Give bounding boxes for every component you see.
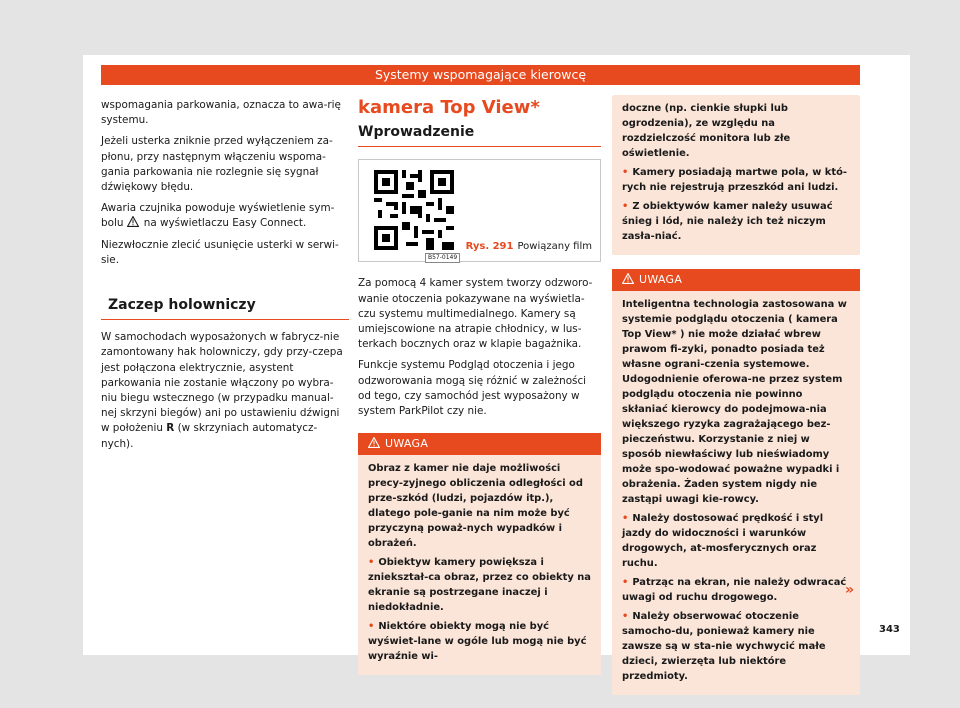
bullet-text: Kamery posiadają martwe pola, w któ-rych nie rejestrują przeszkód ani ludzi. [622, 167, 847, 193]
figure [358, 159, 601, 262]
warning-label: UWAGA [639, 273, 683, 286]
gear-position: R [166, 422, 175, 435]
bullet-icon: • [622, 513, 629, 524]
warning-bullet [622, 199, 850, 244]
paragraph-text: na wyświetlaczu Easy Connect. [143, 217, 307, 230]
column-right [612, 95, 860, 695]
figure-caption-text: Powiązany film [517, 241, 592, 253]
bullet-text: Z obiektywów kamer należy usuwać śnieg i lód, nie należy ich też niczym zasła-niać. [622, 201, 833, 242]
warning-box-continued [612, 95, 860, 255]
paragraph: Jeżeli usterka zniknie przed wyłączeniem za-płonu, przy następnym włączeniu wspoma-gania parkowania nie rozlegnie się sygnał dźwiękowy błędu. [101, 135, 333, 194]
section-title: Zaczep holowniczy [101, 296, 349, 320]
bullet-icon: • [622, 577, 629, 588]
page-number: 343 [879, 624, 900, 635]
warning-bullet [622, 511, 850, 571]
warning-bullet [622, 575, 850, 605]
column-middle [358, 98, 601, 675]
warning-intro: Obraz z kamer nie daje możliwości precy-zyjnego obliczenia odległości od prze-szkód (ludzi, pojazdów itp.), dlatego pole-ganie na nim może być przyczyną poważ-nych wypadków i obrażeń. [368, 463, 583, 550]
bullet-text: Obiektyw kamery powiększa i zniekształ-ca obraz, przez co obiekty na ekranie są postrzegane inaczej i niedokładnie. [368, 557, 591, 614]
warning-label: UWAGA [385, 437, 429, 451]
bullet-icon: • [368, 621, 375, 633]
warning-bullet [368, 555, 591, 615]
paragraph: wspomagania parkowania, oznacza to awa-rię systemu. [101, 99, 341, 127]
bullet-text: Należy dostosować prędkość i styl jazdy do widoczności i warunków drogowych, at-mosferycznych oraz ruchu. [622, 513, 824, 569]
column-left [101, 98, 349, 458]
bullet-icon: • [622, 611, 629, 622]
paragraph-with-symbol [101, 201, 349, 231]
warning-box [612, 269, 860, 695]
figure-caption [466, 239, 592, 254]
bullet-icon: • [622, 201, 629, 212]
warning-header [612, 269, 860, 291]
paragraph-text: (w skrzyniach automatycz-nych). [101, 422, 318, 450]
warning-bullet [622, 165, 850, 195]
paragraph: Funkcje systemu Podgląd otoczenia i jego odzworowania mogą się różnić w zależności od tego, czy samochód jest wyposażony w system ParkPilot czy nie. [358, 359, 587, 418]
bullet-text: Patrząc na ekran, nie należy odwracać uwagi od ruchu drogowego. [622, 577, 847, 603]
warning-body [612, 291, 860, 695]
warning-triangle-icon [368, 437, 380, 448]
warning-body [358, 455, 601, 675]
warning-header [358, 433, 601, 455]
paragraph [101, 330, 349, 452]
figure-number: Rys. 291 [465, 241, 514, 253]
subsection-title: Wprowadzenie [358, 125, 601, 147]
continue-arrow: » [845, 582, 855, 598]
bullet-text: Niektóre obiekty mogą nie być wyświet-lane w ogóle lub mogą nie być wyraźnie wi- [368, 621, 587, 663]
bullet-text: Należy obserwować otoczenie samocho-du, ponieważ kamery nie zawsze są w sta-nie wychwycić małe dzieci, zwierzęta lub niektóre przedmioty. [622, 611, 826, 682]
qr-code-icon[interactable] [370, 166, 458, 254]
figure-code: B57-0149 [425, 253, 460, 263]
warning-bullet [368, 619, 591, 664]
chapter-title: kamera Top View* [358, 97, 540, 118]
warning-intro: Inteligentna technologia zastosowana w systemie podglądu otoczenia ( kamera Top View* ) nie może działać wbrew prawom fi-zyki, ponadto posiada też własne ograni-czenia systemowe. Udogodnienie oferowa-ne przez system podglądu otoczenia nie powinno skłaniać kierowcy do podejmowa-nia większego ryzyka zagrażającego bez-pieczeństwu. Korzystanie z niej w sposób niewłaściwy lub nieświadomy może spo-wodować poważne wypadki i obrażenia. Żaden system nigdy nie zastąpi uwagi kie-rowcy. [622, 299, 847, 505]
warning-triangle-icon [127, 216, 139, 227]
running-header: Systemy wspomagające kierowcę [101, 65, 860, 85]
warning-box [358, 433, 601, 675]
paragraph: Za pomocą 4 kamer system tworzy odzworo-wanie otoczenia pokazywane na wyświetla-czu systemu multimedialnego. Kamery są umiejscowione na atrapie chłodnicy, w lus-terkach bocznych oraz w klapie bagażnika. [358, 277, 593, 351]
bullet-icon: • [622, 167, 629, 178]
warning-bullet [622, 609, 850, 684]
bullet-icon: • [368, 557, 375, 569]
paragraph: Niezwłocznie zlecić usunięcie usterki w serwi-sie. [101, 238, 339, 266]
paragraph-text: W samochodach wyposażonych w fabrycz-nie zamontowany hak holowniczy, gdy przy-czepa jest połączona elektrycznie, asystent parkowania nie zostanie włączony po wybra-niu biegu wstecznego (w przypadku manual-nej skrzyni biegów) ani po ustawieniu dźwigni w położeniu [101, 331, 343, 435]
warning-intro: doczne (np. cienkie słupki lub ogrodzenia), ze względu na rozdzielczość monitora lub złe oświetlenie. [622, 103, 791, 159]
paragraph-text: Awaria czujnika powoduje wyświetlenie sym-bolu [101, 202, 335, 230]
warning-body [612, 95, 860, 255]
warning-triangle-icon [622, 273, 634, 284]
